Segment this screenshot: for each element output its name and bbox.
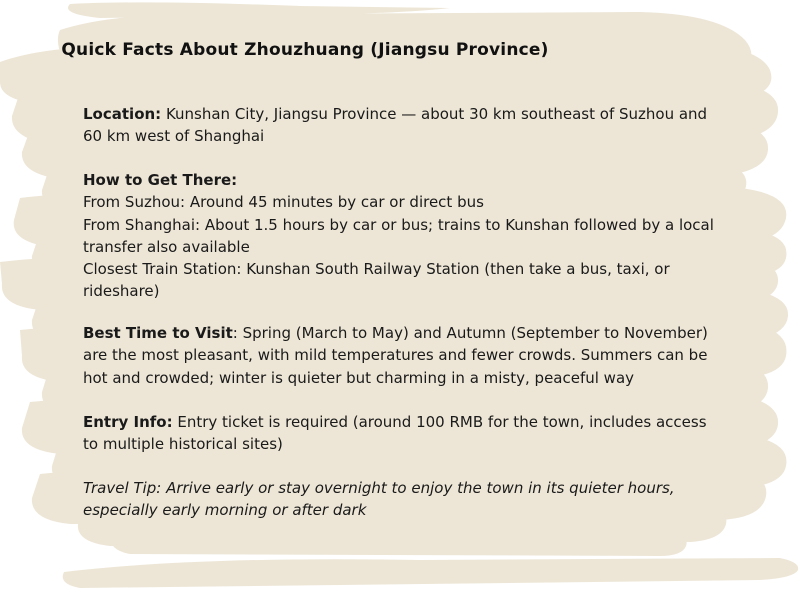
travel-tip-section — [83, 477, 733, 522]
best-time-line-3: hot and crowded; winter is quieter but charming in a misty, peaceful way — [83, 368, 635, 387]
getting-there-line-4: Closest Train Station: Kunshan South Railway Station (then take a bus, taxi, or — [83, 260, 670, 279]
entry-info-label: Entry Info: — [83, 413, 173, 431]
page-title: Quick Facts About Zhouzhuang (Jiangsu Province) — [61, 40, 549, 60]
getting-there-line-3: transfer also available — [83, 237, 250, 256]
location-text-line-1: Kunshan City, Jiangsu Province — about 30 km southeast of Suzhou and — [161, 105, 708, 123]
best-time-line-2: are the most pleasant, with mild temperatures and fewer crowds. Summers can be — [83, 346, 708, 365]
getting-there-line-1: From Suzhou: Around 45 minutes by car or direct bus — [83, 193, 484, 212]
best-time-line-1: : Spring (March to May) and Autumn (September to November) — [232, 324, 708, 342]
getting-there-section — [83, 169, 733, 303]
getting-there-line-5: rideshare) — [83, 282, 160, 301]
travel-tip-line-2: especially early morning or after dark — [83, 501, 367, 520]
location-section — [83, 103, 733, 148]
travel-tip-line-1: Travel Tip: Arrive early or stay overnight to enjoy the town in its quieter hours, — [83, 479, 675, 497]
best-time-label: Best Time to Visit — [83, 324, 233, 342]
entry-info-section — [83, 411, 733, 456]
best-time-section — [83, 322, 733, 389]
location-label: Location: — [83, 105, 162, 123]
entry-info-line-2: to multiple historical sites) — [83, 435, 283, 454]
getting-there-heading: How to Get There: — [83, 171, 238, 189]
entry-info-line-1: Entry ticket is required (around 100 RMB for the town, includes access — [172, 413, 707, 431]
location-text-line-2: 60 km west of Shanghai — [83, 127, 265, 146]
getting-there-line-2: From Shanghai: About 1.5 hours by car or bus; trains to Kunshan followed by a local — [83, 215, 714, 234]
